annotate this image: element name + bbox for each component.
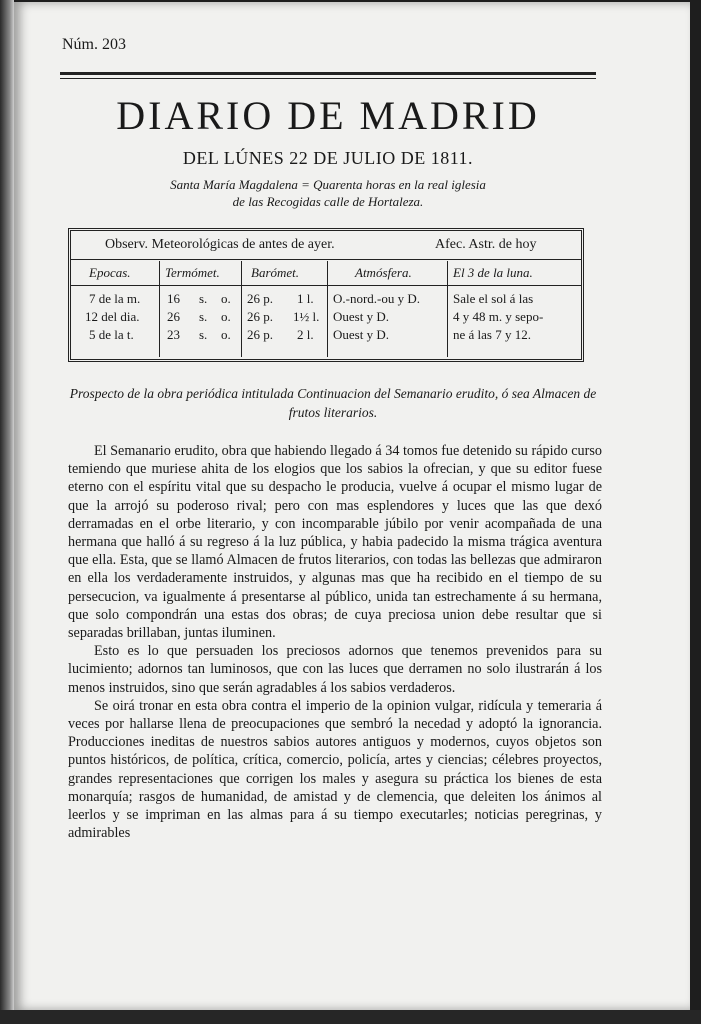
row-s: s.	[199, 309, 208, 324]
luna-line: 4 y 48 m. y sepo-	[453, 309, 544, 324]
row-baro-l: 1½ l.	[293, 309, 320, 324]
row-epoca: 5 de la t.	[89, 327, 134, 342]
luna-line: Sale el sol á las	[453, 291, 534, 306]
meteo-header-rule	[71, 259, 581, 260]
col-header-luna: El 3 de la luna.	[453, 265, 533, 280]
row-baro-l: 2 l.	[297, 327, 314, 342]
row-atm: Ouest y D.	[333, 309, 389, 324]
col-header-termometro: Termómet.	[165, 265, 220, 280]
newspaper-page	[14, 2, 690, 1010]
row-temp: 23	[167, 327, 180, 342]
row-temp: 16	[167, 291, 180, 306]
masthead-title: DIARIO DE MADRID	[116, 93, 540, 138]
row-baro: 26 p.	[247, 327, 273, 342]
row-atm: Ouest y D.	[333, 327, 389, 342]
row-baro: 26 p.	[247, 291, 273, 306]
article-body	[68, 442, 602, 842]
row-baro: 26 p.	[247, 309, 273, 324]
col-header-epocas: Epocas.	[89, 265, 131, 280]
row-o: o.	[221, 327, 231, 342]
meteo-table-header	[71, 235, 581, 257]
masthead-rule-top	[60, 72, 596, 75]
row-baro-l: 1 l.	[297, 291, 314, 306]
row-epoca: 7 de la m.	[89, 291, 141, 306]
article-paragraph: El Semanario erudito, obra que habiendo llegado á 34 tomos fue detenido su rápido curso temiendo que muriese ahita de los elogios que los sabios la ofrecian, y que su editor fuese eterno con el espíritu vital que su despacho le producia, vuelve á ocupar el mismo lugar de que la arrojó su poderoso rival; pero con mas esplendores y luces que las que dexó derramadas en el orbe literario, y con incomparable júbilo por venir acompañada de una hermana que halló á su regreso á la luz pública, y habia padecido la misma trágica aventura que ella. Esta, que se llamó Almacen de frutos literarios, con todas las bellezas que admiraron en ella los verdaderamente instruidos, y algunas mas que ha recibido en el tiempo de su persecucion, va igualmente á presentarse al público, unida tan estrechamente á su hermana, que solo compondrán una estas dos obras; de cuya preciosa union debe resultar que si separadas brillaban, juntas iluminen.	[68, 443, 602, 642]
row-epoca: 12 del dia.	[85, 309, 140, 324]
col-divider	[327, 261, 328, 357]
astro-title: Afec. Astr. de hoy	[435, 237, 537, 252]
col-divider	[241, 261, 242, 357]
issue-number: Núm. 203	[62, 36, 126, 53]
meteorological-table	[68, 228, 584, 362]
col-header-atmosfera: Atmósfera.	[355, 265, 412, 280]
col-header-barometro: Barómet.	[251, 265, 300, 280]
saint-line-2: de las Recogidas calle de Hortaleza.	[232, 194, 424, 209]
saint-line-1: Santa María Magdalena = Quarenta horas en la real iglesia	[170, 177, 486, 192]
col-divider	[447, 261, 448, 357]
row-atm: O.-nord.-ou y D.	[333, 291, 421, 306]
meteo-colhead-rule	[71, 285, 581, 286]
article-paragraph: Esto es lo que persuaden los preciosos adornos que tenemos prevenidos para su lucimiento; adornos tan luminosos, que con las luces que derramen no solo ilustrarán á los menos instruidos, sino que serán agradables á los sabios verdaderos.	[68, 643, 602, 696]
col-divider	[159, 261, 160, 357]
dateline: DEL LÚNES 22 DE JULIO DE 1811.	[182, 148, 474, 168]
prospecto-heading: Prospecto de la obra periódica intitulada Continuacion del Semanario erudito, ó sea Almacen de frutos literarios.	[69, 386, 597, 420]
row-temp: 26	[167, 309, 180, 324]
article-paragraph: Se oirá tronar en esta obra contra el imperio de la opinion vulgar, ridícula y temeraria á veces por hallarse llena de preocupaciones que sembró la necedad y adoptó la ignorancia. Producciones ineditas de nuestros sabios autores antiguos y modernos, cuyos objetos son puntos históricos, de política, crítica, comercio, policía, artes y ciencias; célebres proyectos, grandes representaciones que corrigen los males y asegura su práctica los bienes de esta monarquía; rasgos de humanidad, de amistad y de clemencia, que deleiten los ánimos al leerlos y se impriman en las almas para á su tiempo executarles; noticias peregrinas, y admirables	[68, 697, 602, 842]
row-o: o.	[221, 291, 231, 306]
row-s: s.	[199, 327, 208, 342]
luna-line: ne á las 7 y 12.	[453, 327, 531, 342]
row-o: o.	[221, 309, 231, 324]
scan-bottom-edge	[0, 1010, 701, 1024]
row-s: s.	[199, 291, 208, 306]
saint-notice	[60, 176, 596, 210]
page-binding-edge	[0, 0, 14, 1024]
masthead-rule-top-thin	[60, 78, 596, 79]
meteo-title: Observ. Meteorológicas de antes de ayer.	[105, 237, 335, 252]
